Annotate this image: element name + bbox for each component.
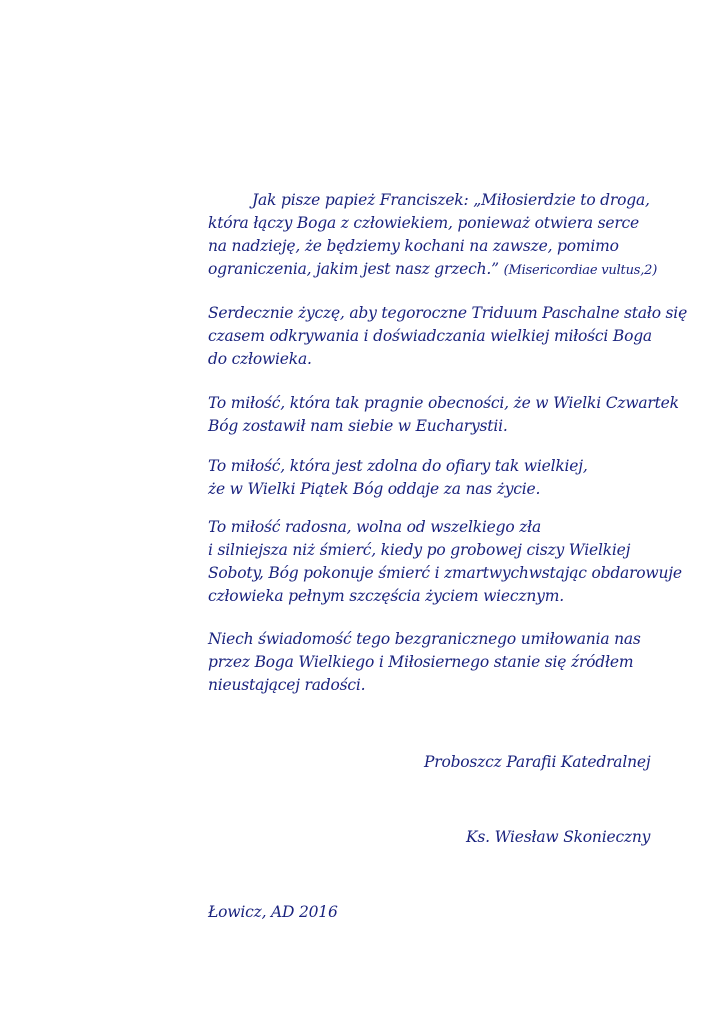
- signature-name-text: Ks. Wiesław Skonieczny: [466, 828, 651, 846]
- paragraph-line: na nadzieję, że będziemy kochani na zawsze, pomimo: [208, 237, 619, 255]
- paragraph-line: Bóg zostawił nam siebie w Eucharystii.: [208, 417, 508, 435]
- place-date: [208, 901, 338, 924]
- paragraph-line: Jak pisze papież Franciszek: „Miłosierdzie to droga,: [252, 191, 650, 209]
- paragraph-line: To miłość radosna, wolna od wszelkiego zła: [208, 518, 542, 536]
- paragraph-line: Niech świadomość tego bezgranicznego umiłowania nas: [208, 630, 641, 648]
- signature-name: [466, 826, 650, 849]
- paragraph-line: Serdecznie życzę, aby tegoroczne Triduum Paschalne stało się: [208, 304, 688, 322]
- paragraph-holy-thursday: [208, 392, 679, 438]
- paragraph-line: człowieka pełnym szczęścia życiem wiecznym.: [208, 587, 564, 605]
- paragraph-line: To miłość, która tak pragnie obecności, że w Wielki Czwartek: [208, 394, 679, 412]
- paragraph-line: czasem odkrywania i doświadczania wielkiej miłości Boga: [208, 327, 652, 345]
- paragraph-line: że w Wielki Piątek Bóg oddaje za nas życie.: [208, 480, 541, 498]
- paragraph-good-friday: [208, 455, 588, 501]
- paragraph-quote: [208, 189, 657, 281]
- place-date-text: Łowicz, AD 2016: [208, 903, 338, 921]
- paragraph-line: która łączy Boga z człowiekiem, ponieważ otwiera serce: [208, 214, 640, 232]
- paragraph-line: i silniejsza niż śmierć, kiedy po grobowej ciszy Wielkiej: [208, 541, 631, 559]
- paragraph-line-text: ograniczenia, jakim jest nasz grzech.”: [208, 260, 499, 278]
- paragraph-closing-wish: [208, 628, 641, 697]
- signature-role: [424, 751, 650, 774]
- paragraph-line: Soboty, Bóg pokonuje śmierć i zmartwychwstając obdarowuje: [208, 564, 682, 582]
- paragraph-line-with-citation: [208, 258, 657, 281]
- signature-role-text: Proboszcz Parafii Katedralnej: [424, 753, 651, 771]
- paragraph-holy-saturday: [208, 516, 682, 608]
- citation: (Misericordiae vultus,2): [503, 263, 658, 278]
- paragraph-wishes: [208, 302, 687, 371]
- paragraph-line: przez Boga Wielkiego i Miłosiernego stanie się źródłem: [208, 653, 634, 671]
- paragraph-line: To miłość, która jest zdolna do ofiary tak wielkiej,: [208, 457, 588, 475]
- paragraph-line: nieustającej radości.: [208, 676, 366, 694]
- paragraph-line: do człowieka.: [208, 350, 312, 368]
